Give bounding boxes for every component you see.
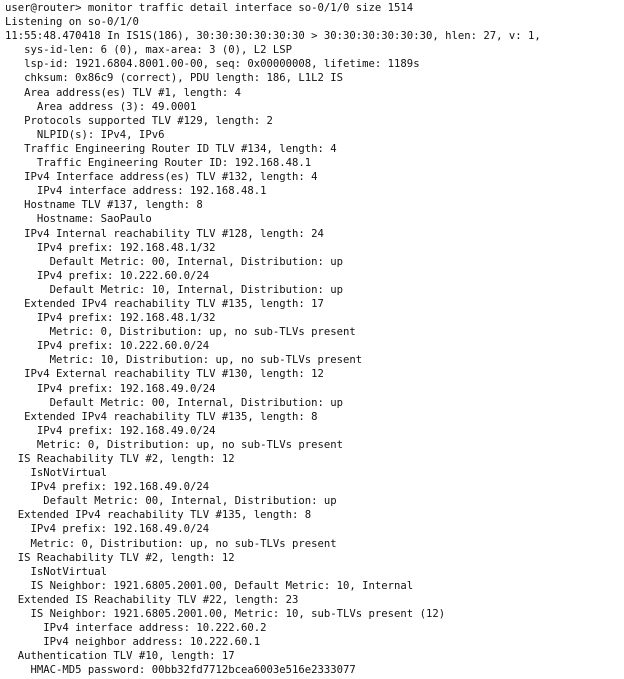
output-line: IPv4 prefix: 192.168.49.0/24 bbox=[5, 424, 216, 437]
output-lines bbox=[5, 15, 624, 677]
output-line: 11:55:48.470418 In IS1S(186), 30:30:30:30:30:30 > 30:30:30:30:30:30, hlen: 27, v: 1, bbox=[5, 30, 541, 43]
output-line: Metric: 0, Distribution: up, no sub-TLVs present bbox=[5, 537, 337, 550]
output-line: NLPID(s): IPv4, IPv6 bbox=[5, 128, 165, 141]
output-line: Extended IPv4 reachability TLV #135, length: 8 bbox=[5, 410, 318, 423]
output-line: chksum: 0x86c9 (correct), PDU length: 186, L1L2 IS bbox=[5, 72, 344, 85]
output-line: IS Reachability TLV #2, length: 12 bbox=[5, 453, 235, 465]
output-line: Hostname TLV #137, length: 8 bbox=[5, 199, 203, 212]
output-line: IPv4 Internal reachability TLV #128, length: 24 bbox=[5, 227, 324, 240]
output-line: IPv4 interface address: 10.222.60.2 bbox=[5, 622, 267, 635]
output-line: Default Metric: 00, Internal, Distribution: up bbox=[5, 396, 344, 409]
output-line: Hostname: SaoPaulo bbox=[5, 213, 152, 226]
output-line: IPv4 prefix: 10.222.60.0/24 bbox=[5, 269, 210, 282]
output-line: Extended IS Reachability TLV #22, length: 23 bbox=[5, 593, 299, 606]
output-line: IS Neighbor: 1921.6805.2001.00, Metric: 10, sub-TLVs present (12) bbox=[5, 608, 446, 621]
output-line: Traffic Engineering Router ID: 192.168.48.1 bbox=[5, 157, 312, 170]
output-line: IPv4 interface address: 192.168.48.1 bbox=[5, 185, 267, 198]
command-line: user@router> monitor traffic detail interface so-0/1/0 size 1514 bbox=[5, 2, 414, 14]
output-line: Default Metric: 00, Internal, Distribution: up bbox=[5, 495, 337, 508]
output-line: Extended IPv4 reachability TLV #135, length: 17 bbox=[5, 297, 324, 310]
output-line: Metric: 0, Distribution: up, no sub-TLVs present bbox=[5, 326, 356, 339]
output-line: sys-id-len: 6 (0), max-area: 3 (0), L2 LSP bbox=[5, 44, 293, 57]
output-line: Default Metric: 10, Internal, Distribution: up bbox=[5, 283, 344, 296]
output-line: IPv4 Interface address(es) TLV #132, length: 4 bbox=[5, 171, 318, 184]
output-line: IPv4 External reachability TLV #130, length: 12 bbox=[5, 368, 324, 381]
output-line: IPv4 prefix: 192.168.48.1/32 bbox=[5, 241, 216, 254]
output-line: IsNotVirtual bbox=[5, 467, 108, 480]
output-line: IS Reachability TLV #2, length: 12 bbox=[5, 551, 235, 564]
output-line: Area address(es) TLV #1, length: 4 bbox=[5, 86, 241, 99]
output-line: Listening on so-0/1/0 bbox=[5, 16, 139, 29]
output-line: Area address (3): 49.0001 bbox=[5, 100, 197, 113]
output-line: IPv4 prefix: 192.168.48.1/32 bbox=[5, 312, 216, 325]
output-line: IPv4 prefix: 10.222.60.0/24 bbox=[5, 340, 210, 353]
output-line: IPv4 prefix: 192.168.49.0/24 bbox=[5, 523, 210, 536]
output-line: IPv4 neighbor address: 10.222.60.1 bbox=[5, 636, 261, 649]
output-line: IPv4 prefix: 192.168.49.0/24 bbox=[5, 481, 210, 494]
output-line: IPv4 prefix: 192.168.49.0/24 bbox=[5, 382, 216, 395]
output-line: Protocols supported TLV #129, length: 2 bbox=[5, 114, 273, 127]
output-line: HMAC-MD5 password: 00bb32fd7712bcea6003e516e2333077 bbox=[5, 664, 356, 677]
output-line: Extended IPv4 reachability TLV #135, length: 8 bbox=[5, 509, 312, 522]
output-line: Authentication TLV #10, length: 17 bbox=[5, 650, 235, 663]
output-line: Traffic Engineering Router ID TLV #134, length: 4 bbox=[5, 142, 337, 155]
output-line: IsNotVirtual bbox=[5, 565, 108, 578]
output-line: lsp-id: 1921.6804.8001.00-00, seq: 0x00000008, lifetime: 1189s bbox=[5, 58, 420, 71]
output-line: Default Metric: 00, Internal, Distribution: up bbox=[5, 255, 344, 268]
output-line: IS Neighbor: 1921.6805.2001.00, Default Metric: 10, Internal bbox=[5, 579, 414, 592]
output-line: Metric: 0, Distribution: up, no sub-TLVs present bbox=[5, 438, 344, 451]
output-line: Metric: 10, Distribution: up, no sub-TLVs present bbox=[5, 354, 363, 367]
